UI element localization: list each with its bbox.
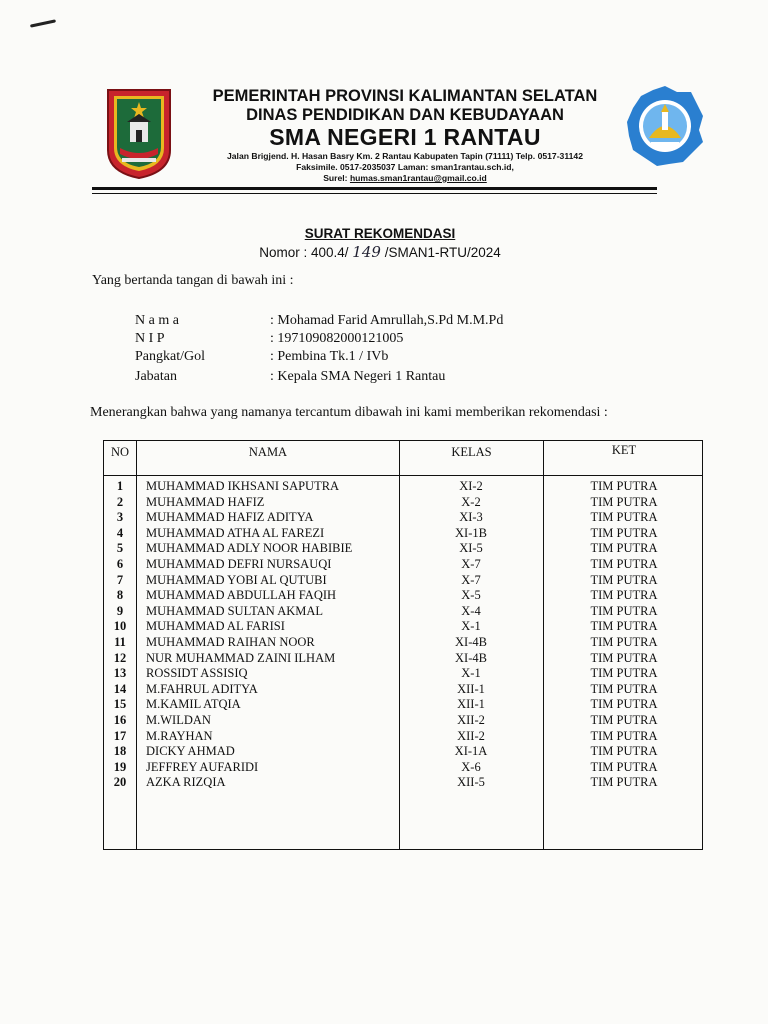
table-header-ket: KET xyxy=(611,443,637,457)
field-label-jabatan: Jabatan xyxy=(135,369,177,384)
row-nama: MUHAMMAD SULTAN AKMAL xyxy=(146,603,324,618)
province-seal-logo xyxy=(106,88,172,180)
field-label-pangkat: Pangkat/Gol xyxy=(135,349,205,364)
nomor-suffix: /SMAN1-RTU/2024 xyxy=(384,245,501,260)
table-row xyxy=(104,713,702,729)
row-nama: M.FAHRUL ADITYA xyxy=(146,681,258,696)
table-row xyxy=(104,744,702,760)
student-table xyxy=(103,440,703,850)
row-number: 3 xyxy=(116,510,124,525)
header-department: DINAS PENDIDIKAN DAN KEBUDAYAAN xyxy=(246,106,564,124)
table-header-rule xyxy=(104,475,702,476)
header-email-line xyxy=(185,173,625,183)
row-kelas: XII-1 xyxy=(457,681,485,696)
table-row xyxy=(104,588,702,604)
table-header-no: NO xyxy=(110,445,130,459)
row-kelas: XII-2 xyxy=(457,728,485,743)
row-nama: MUHAMMAD YOBI AL QUTUBI xyxy=(146,572,327,587)
row-kelas: XI-3 xyxy=(459,510,483,525)
row-kelas: XI-2 xyxy=(459,479,483,493)
row-kelas: XI-1A xyxy=(454,744,488,759)
row-nama: M.RAYHAN xyxy=(146,728,213,743)
row-nama: M.WILDAN xyxy=(146,713,211,727)
table-row xyxy=(104,635,702,651)
table-row xyxy=(104,682,702,698)
table-row xyxy=(104,526,702,542)
row-nama: MUHAMMAD ABDULLAH FAQIH xyxy=(146,588,337,603)
row-kelas: XII-5 xyxy=(457,775,485,790)
row-kelas: X-7 xyxy=(461,572,481,587)
row-nama: AZKA RIZQIA xyxy=(146,775,226,790)
table-row xyxy=(104,479,702,495)
row-nama: NUR MUHAMMAD ZAINI ILHAM xyxy=(146,650,336,665)
row-nama: MUHAMMAD IKHSANI SAPUTRA xyxy=(146,479,340,493)
row-number: 4 xyxy=(116,525,124,540)
row-ket: TIM PUTRA xyxy=(590,510,658,525)
field-value-jabatan: : Kepala SMA Negeri 1 Rantau xyxy=(270,369,446,384)
row-number: 14 xyxy=(113,681,127,696)
header-fax: Faksimile. 0517-2035037 Laman: sman1rantau.sch.id, xyxy=(296,162,514,172)
row-nama: ROSSIDT ASSISIQ xyxy=(146,666,248,681)
row-ket: TIM PUTRA xyxy=(590,713,658,727)
row-number: 10 xyxy=(113,619,127,634)
row-nama: MUHAMMAD DEFRI NURSAUQI xyxy=(146,557,332,571)
table-row xyxy=(104,651,702,667)
table-row xyxy=(104,697,702,713)
nomor-prefix: Nomor : 400.4/ xyxy=(259,245,349,260)
row-number: 2 xyxy=(116,494,124,509)
field-value-nip: : 197109082000121005 xyxy=(270,331,404,346)
row-kelas: X-1 xyxy=(461,619,481,634)
row-number: 16 xyxy=(113,713,127,727)
row-number: 18 xyxy=(113,744,127,759)
field-value-nama: : Mohamad Farid Amrullah,S.Pd M.M.Pd xyxy=(270,313,504,328)
row-ket: TIM PUTRA xyxy=(590,572,658,587)
row-ket: TIM PUTRA xyxy=(590,635,658,649)
row-kelas: X-5 xyxy=(461,588,481,603)
table-row xyxy=(104,510,702,526)
row-nama: M.KAMIL ATQIA xyxy=(146,697,241,712)
table-row xyxy=(104,760,702,776)
row-number: 5 xyxy=(116,541,124,556)
tut-wuri-handayani-logo xyxy=(625,84,705,168)
row-number: 17 xyxy=(113,728,127,743)
field-value-pangkat: : Pembina Tk.1 / IVb xyxy=(270,349,389,364)
row-ket: TIM PUTRA xyxy=(590,479,658,493)
header-rule-thick xyxy=(92,187,657,190)
field-label-nip: N I P xyxy=(135,331,165,346)
table-header-kelas: KELAS xyxy=(451,445,492,459)
row-ket: TIM PUTRA xyxy=(590,603,658,618)
header-province: PEMERINTAH PROVINSI KALIMANTAN SELATAN xyxy=(212,87,598,105)
table-row xyxy=(104,666,702,682)
table-row xyxy=(104,604,702,620)
row-kelas: XII-2 xyxy=(457,713,485,727)
row-nama: MUHAMMAD ATHA AL FAREZI xyxy=(146,525,325,540)
row-ket: TIM PUTRA xyxy=(590,650,658,665)
row-number: 15 xyxy=(113,697,127,712)
row-nama: MUHAMMAD HAFIZ ADITYA xyxy=(146,510,314,525)
field-label-nama: N a m a xyxy=(135,313,179,328)
row-nama: MUHAMMAD AL FARISI xyxy=(146,619,285,634)
row-ket: TIM PUTRA xyxy=(590,541,658,556)
intro-text: Yang bertanda tangan di bawah ini : xyxy=(92,273,294,288)
header-address: Jalan Brigjend. H. Hasan Basry Km. 2 Rantau Kabupaten Tapin (71111) Telp. 0517-31142 xyxy=(227,151,583,161)
row-ket: TIM PUTRA xyxy=(590,744,658,759)
table-row xyxy=(104,541,702,557)
row-number: 6 xyxy=(116,557,124,571)
table-row xyxy=(104,775,702,791)
row-kelas: X-6 xyxy=(461,759,481,774)
table-row xyxy=(104,729,702,745)
row-ket: TIM PUTRA xyxy=(590,728,658,743)
row-kelas: XI-4B xyxy=(455,635,487,649)
row-ket: TIM PUTRA xyxy=(590,494,658,509)
table-row xyxy=(104,557,702,573)
header-rule-thin xyxy=(92,193,657,194)
row-number: 19 xyxy=(113,759,127,774)
email-link[interactable]: humas.sman1rantau@gmail.co.id xyxy=(349,173,487,183)
email-label: Surel: xyxy=(323,173,348,183)
row-kelas: X-7 xyxy=(461,557,481,571)
row-kelas: X-1 xyxy=(461,666,481,681)
row-kelas: XI-1B xyxy=(455,525,487,540)
row-number: 11 xyxy=(114,635,126,649)
row-kelas: XI-4B xyxy=(455,650,487,665)
row-nama: DICKY AHMAD xyxy=(146,744,235,759)
row-nama: MUHAMMAD HAFIZ xyxy=(146,494,265,509)
row-ket: TIM PUTRA xyxy=(590,525,658,540)
row-ket: TIM PUTRA xyxy=(590,666,658,681)
row-ket: TIM PUTRA xyxy=(590,557,658,571)
row-nama: MUHAMMAD RAIHAN NOOR xyxy=(146,635,315,649)
letter-title: SURAT REKOMENDASI xyxy=(304,226,456,241)
pen-stroke-mark xyxy=(30,19,56,27)
row-ket: TIM PUTRA xyxy=(590,588,658,603)
row-kelas: X-4 xyxy=(461,603,481,618)
table-row xyxy=(104,495,702,511)
row-kelas: XII-1 xyxy=(457,697,485,712)
table-header-nama: NAMA xyxy=(248,445,288,459)
row-ket: TIM PUTRA xyxy=(590,775,658,790)
table-row xyxy=(104,619,702,635)
row-number: 7 xyxy=(116,572,124,587)
row-ket: TIM PUTRA xyxy=(590,759,658,774)
table-row xyxy=(104,573,702,589)
row-ket: TIM PUTRA xyxy=(590,697,658,712)
row-number: 1 xyxy=(116,479,124,493)
row-number: 20 xyxy=(113,775,127,790)
row-nama: MUHAMMAD ADLY NOOR HABIBIE xyxy=(146,541,353,556)
row-kelas: X-2 xyxy=(461,494,481,509)
row-ket: TIM PUTRA xyxy=(590,619,658,634)
row-kelas: XI-5 xyxy=(459,541,483,556)
row-number: 9 xyxy=(116,603,124,618)
row-nama: JEFFREY AUFARIDI xyxy=(146,759,259,774)
description-text: Menerangkan bahwa yang namanya tercantum dibawah ini kami memberikan rekomendasi : xyxy=(90,405,608,420)
letter-number xyxy=(180,243,580,261)
row-ket: TIM PUTRA xyxy=(590,681,658,696)
row-number: 12 xyxy=(113,650,127,665)
row-number: 13 xyxy=(113,666,127,681)
row-number: 8 xyxy=(116,588,124,603)
header-school-name: SMA NEGERI 1 RANTAU xyxy=(269,124,541,150)
nomor-handwritten: 149 xyxy=(352,243,381,261)
